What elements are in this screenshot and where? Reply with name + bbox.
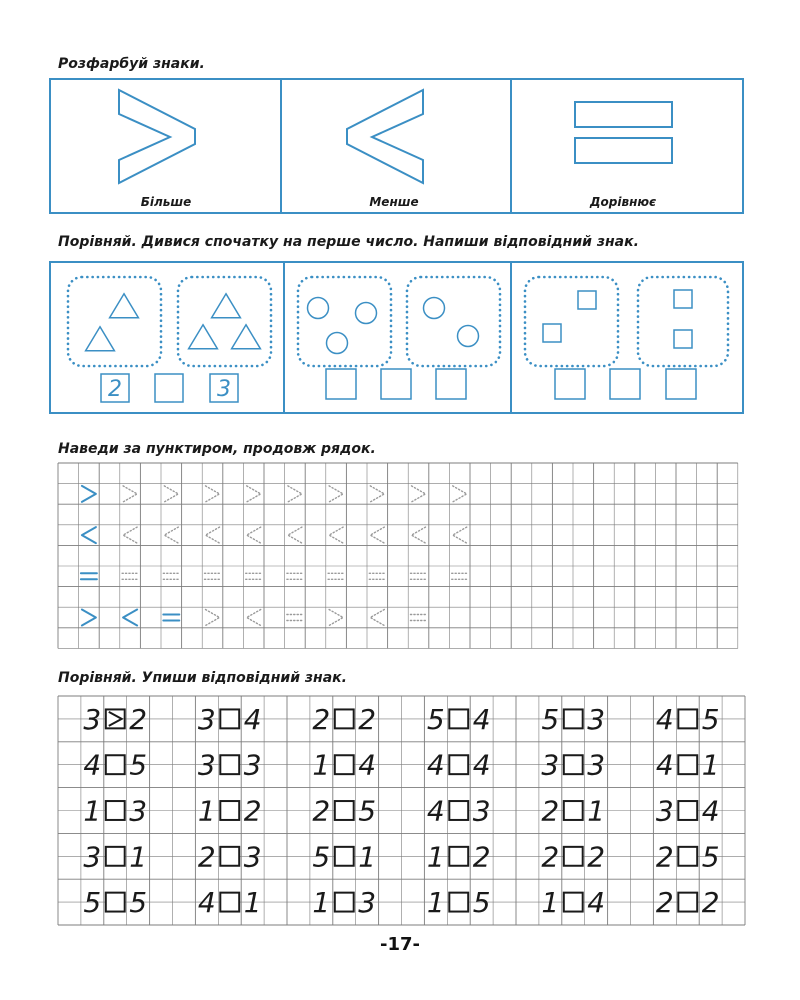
sign-input-box[interactable] [564, 847, 583, 866]
comparison-exercise [198, 703, 262, 736]
dotted-trace-sign [412, 486, 426, 502]
sign-input-box[interactable] [106, 893, 125, 912]
number-b: 1 [358, 840, 377, 874]
comparison-exercise [83, 703, 147, 736]
comparison-exercise [83, 795, 147, 828]
number-b: 3 [358, 886, 377, 920]
number-b: 4 [243, 702, 262, 736]
square-icon [674, 290, 692, 308]
number-b: 5 [472, 886, 491, 920]
number-b: 2 [129, 702, 148, 736]
comparison-exercise [312, 795, 376, 828]
number-box [436, 369, 466, 399]
sign-answer-box [155, 374, 183, 402]
sample-sign [163, 615, 179, 621]
circle-icon [327, 333, 348, 354]
sign-input-box[interactable] [106, 755, 125, 774]
sign-input-box[interactable] [678, 893, 697, 912]
circle-icon [356, 303, 377, 324]
number-a: 4 [83, 748, 102, 782]
dotted-group-box [178, 277, 271, 366]
sign-input-box[interactable] [335, 801, 354, 820]
dotted-trace-sign [123, 486, 137, 502]
number-a: 4 [197, 886, 216, 920]
number-a: 2 [197, 840, 216, 874]
given-number: 2 [108, 377, 122, 402]
comparison-exercise [83, 840, 147, 873]
dotted-trace-sign [453, 527, 467, 543]
page-number: -17- [380, 934, 420, 955]
number-b: 1 [129, 840, 148, 874]
sign-input-box[interactable] [335, 847, 354, 866]
greater-than-sign-icon [119, 90, 195, 183]
number-b: 4 [587, 886, 606, 920]
dotted-trace-sign [247, 527, 261, 543]
triangle-icon [189, 325, 218, 349]
comparison-exercise [83, 749, 147, 782]
number-b: 5 [129, 748, 148, 782]
sign-input-box[interactable] [449, 755, 468, 774]
circle-icon [458, 326, 479, 347]
task1-title: Розфарбуй знаки. [58, 56, 205, 72]
comparison-exercise [427, 840, 491, 873]
dotted-trace-sign [329, 486, 343, 502]
comparison-exercise [656, 703, 720, 736]
number-b: 2 [358, 702, 377, 736]
dotted-trace-sign [329, 527, 343, 543]
dotted-group-box [525, 277, 618, 366]
sign-answer-box [610, 369, 640, 399]
number-a: 1 [197, 794, 216, 828]
number-b: 2 [587, 840, 606, 874]
task2-title: Порівняй. Дивися спочатку на перше число. Напиши відповідний знак. [58, 234, 639, 250]
triangle-icon [232, 325, 261, 349]
number-a: 3 [541, 748, 560, 782]
number-b: 3 [587, 748, 606, 782]
number-a: 1 [426, 886, 445, 920]
number-b: 1 [587, 794, 606, 828]
circle-icon [308, 298, 329, 319]
dotted-trace-sign [122, 573, 138, 579]
sign-input-box[interactable] [449, 709, 468, 728]
sign-input-box[interactable] [220, 893, 239, 912]
sign-input-box[interactable] [220, 801, 239, 820]
dotted-trace-sign [370, 527, 384, 543]
number-b: 5 [701, 702, 720, 736]
sign-caption: Менше [369, 195, 419, 209]
number-b: 2 [472, 840, 491, 874]
comparison-exercise [541, 886, 605, 919]
comparison-exercise [541, 795, 605, 828]
comparison-exercise [541, 840, 605, 873]
sign-input-box[interactable] [106, 847, 125, 866]
comparison-exercise [656, 840, 720, 873]
comparison-exercise [198, 795, 262, 828]
number-b: 4 [472, 748, 491, 782]
number-b: 4 [358, 748, 377, 782]
comparison-exercise [427, 886, 491, 919]
number-a: 1 [426, 840, 445, 874]
comparison-grid [58, 696, 745, 925]
number-a: 2 [541, 794, 560, 828]
dotted-group-box [407, 277, 500, 366]
sign-input-box[interactable] [678, 709, 697, 728]
signs-panel [50, 79, 743, 213]
dotted-trace-sign [163, 573, 179, 579]
number-b: 3 [472, 794, 491, 828]
comparison-exercise [427, 795, 491, 828]
number-a: 5 [426, 702, 445, 736]
number-a: 5 [541, 702, 560, 736]
comparison-exercise [312, 703, 376, 736]
number-a: 3 [83, 702, 102, 736]
sign-input-box[interactable] [449, 847, 468, 866]
sign-input-box[interactable] [220, 709, 239, 728]
number-b: 5 [701, 840, 720, 874]
sign-input-box[interactable] [220, 755, 239, 774]
sign-input-box[interactable] [678, 755, 697, 774]
dotted-trace-sign [453, 486, 467, 502]
sign-input-box[interactable] [564, 709, 583, 728]
sign-input-box[interactable] [335, 755, 354, 774]
dotted-trace-sign [206, 610, 220, 626]
dotted-trace-sign [328, 573, 344, 579]
dotted-trace-sign [329, 610, 343, 626]
comparison-exercise [656, 795, 720, 828]
equals-sign-icon [575, 102, 672, 163]
sign-input-box[interactable] [449, 801, 468, 820]
sign-input-box[interactable] [678, 847, 697, 866]
square-icon [674, 330, 692, 348]
tracing-grid [58, 463, 738, 648]
number-a: 1 [83, 794, 102, 828]
dotted-trace-sign [287, 615, 303, 621]
number-b: 5 [129, 886, 148, 920]
dotted-trace-sign [205, 573, 221, 579]
sign-input-box[interactable] [564, 755, 583, 774]
sign-input-box[interactable] [449, 893, 468, 912]
dotted-trace-sign [370, 610, 384, 626]
comparison-exercise [83, 886, 147, 919]
number-b: 2 [243, 794, 262, 828]
number-b: 4 [472, 702, 491, 736]
triangle-icon [212, 294, 241, 318]
dotted-trace-sign [370, 486, 384, 502]
sample-sign [82, 527, 96, 543]
number-a: 2 [312, 702, 331, 736]
number-a: 2 [312, 794, 331, 828]
number-b: 3 [129, 794, 148, 828]
triangle-icon [110, 294, 139, 318]
number-a: 4 [655, 702, 674, 736]
sign-caption: Дорівнює [589, 195, 657, 209]
triangle-icon [86, 327, 115, 351]
dotted-trace-sign [411, 615, 427, 621]
comparison-exercise [198, 749, 262, 782]
number-a: 1 [312, 886, 331, 920]
dotted-trace-sign [206, 527, 220, 543]
number-box [666, 369, 696, 399]
sample-sign [82, 486, 96, 502]
group-panel [298, 277, 500, 399]
dotted-trace-sign [123, 527, 137, 543]
dotted-trace-sign [164, 527, 178, 543]
sign-input-box[interactable] [678, 801, 697, 820]
number-a: 1 [541, 886, 560, 920]
comparison-exercise [541, 749, 605, 782]
sign-input-box[interactable] [220, 847, 239, 866]
dotted-trace-sign [164, 486, 178, 502]
comparison-exercise [312, 840, 376, 873]
number-b: 4 [701, 794, 720, 828]
comparison-exercise [198, 840, 262, 873]
sign-input-box[interactable] [335, 709, 354, 728]
comparison-exercise [427, 749, 491, 782]
less-than-sign-icon [347, 90, 423, 183]
comparison-exercise [656, 749, 720, 782]
dotted-group-box [68, 277, 161, 366]
dotted-trace-sign [288, 527, 302, 543]
number-b: 1 [701, 748, 720, 782]
dotted-trace-sign [411, 573, 427, 579]
group-panel [68, 277, 271, 402]
number-b: 5 [358, 794, 377, 828]
dotted-trace-sign [206, 486, 220, 502]
dotted-trace-sign [247, 486, 261, 502]
number-a: 2 [541, 840, 560, 874]
number-a: 3 [197, 748, 216, 782]
comparison-exercise [656, 886, 720, 919]
sample-sign [123, 610, 137, 626]
number-a: 2 [655, 886, 674, 920]
circle-icon [424, 298, 445, 319]
comparison-exercise [541, 703, 605, 736]
number-a: 2 [655, 840, 674, 874]
sign-answer-box [381, 369, 411, 399]
dotted-trace-sign [288, 486, 302, 502]
number-a: 5 [312, 840, 331, 874]
dotted-trace-sign [246, 573, 262, 579]
number-a: 1 [312, 748, 331, 782]
equals-bar [575, 138, 672, 163]
given-number: 3 [217, 377, 231, 402]
dotted-trace-sign [369, 573, 385, 579]
number-box [555, 369, 585, 399]
number-a: 5 [83, 886, 102, 920]
sample-sign [81, 573, 97, 579]
number-a: 3 [655, 794, 674, 828]
task4-title: Порівняй. Упиши відповідний знак. [58, 670, 347, 686]
task3-title: Наведи за пунктиром, продовж рядок. [58, 441, 376, 457]
equals-bar [575, 102, 672, 127]
dotted-trace-sign [412, 527, 426, 543]
number-b: 3 [243, 748, 262, 782]
sign-input-box[interactable] [335, 893, 354, 912]
comparison-exercise [312, 886, 376, 919]
comparison-exercise [312, 749, 376, 782]
dotted-group-box [298, 277, 391, 366]
number-a: 3 [83, 840, 102, 874]
sign-caption: Більше [140, 195, 192, 209]
group-panel [525, 277, 728, 399]
number-box [326, 369, 356, 399]
compare-groups-panel [50, 262, 743, 413]
dotted-trace-sign [247, 610, 261, 626]
sign-input-box[interactable] [564, 801, 583, 820]
comparison-exercise [198, 886, 262, 919]
number-a: 4 [655, 748, 674, 782]
number-a: 3 [197, 702, 216, 736]
square-icon [578, 291, 596, 309]
number-b: 3 [587, 702, 606, 736]
comparison-exercise [427, 703, 491, 736]
square-icon [543, 324, 561, 342]
sample-sign [82, 610, 96, 626]
sign-input-box[interactable] [564, 893, 583, 912]
sign-input-box[interactable] [106, 801, 125, 820]
number-b: 1 [243, 886, 262, 920]
number-b: 2 [701, 886, 720, 920]
number-a: 4 [426, 748, 445, 782]
number-a: 4 [426, 794, 445, 828]
dotted-trace-sign [287, 573, 303, 579]
dotted-trace-sign [452, 573, 468, 579]
number-b: 3 [243, 840, 262, 874]
